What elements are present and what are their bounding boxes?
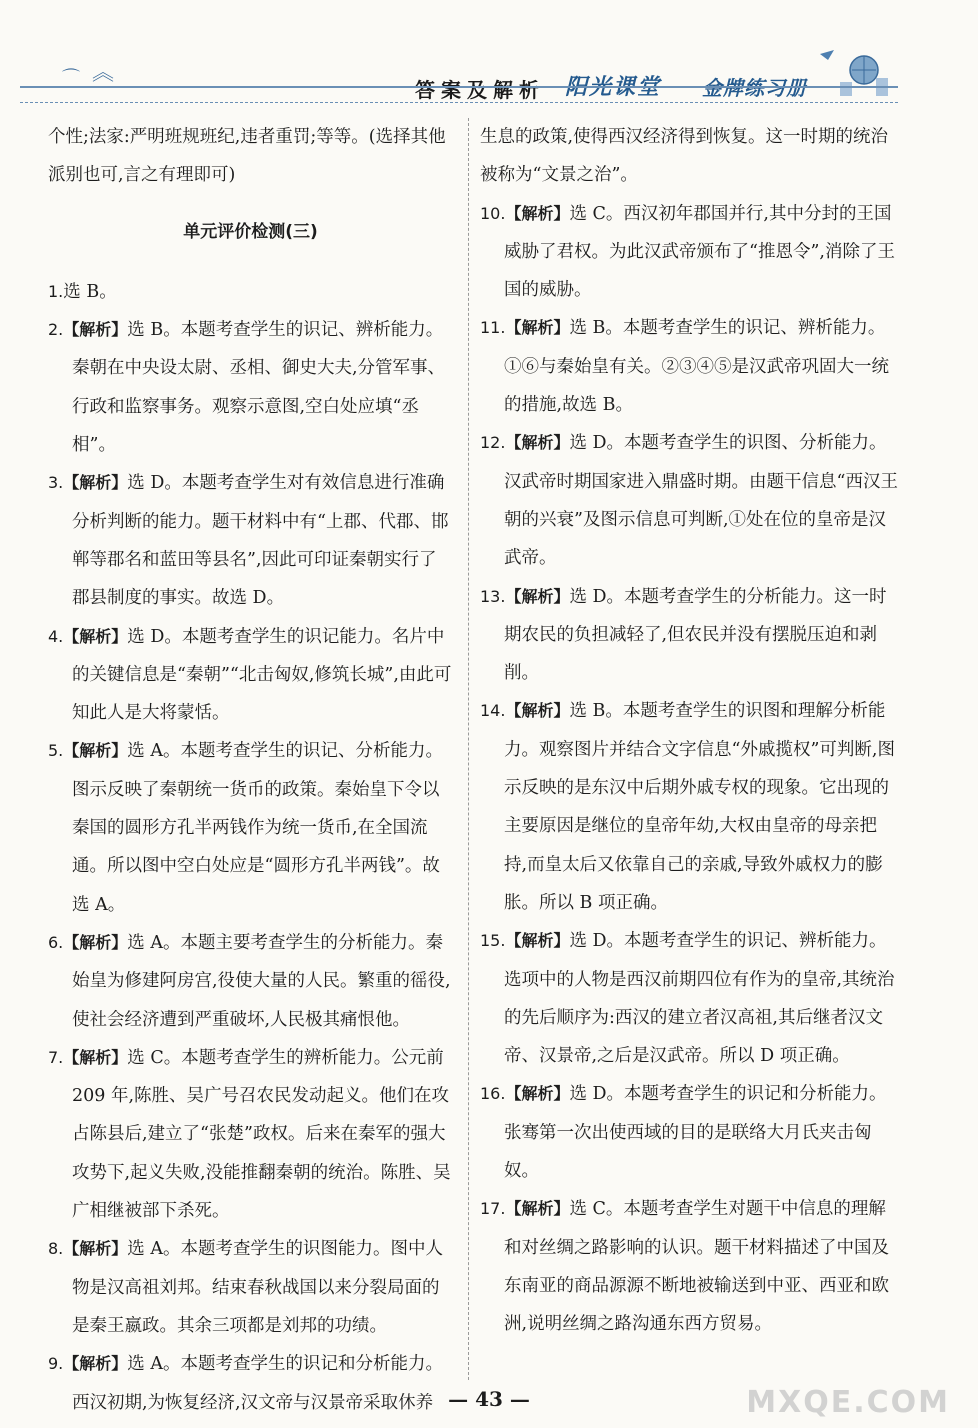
header-section-title: 答案及解析 xyxy=(415,78,545,102)
answer-item xyxy=(48,1039,453,1230)
answer-item xyxy=(48,273,453,311)
answer-item xyxy=(48,464,453,617)
continued-text: 生息的政策,使得西汉经济得到恢复。这一时期的统治被称为“文景之治”。 xyxy=(480,127,889,186)
answer-number: 5. xyxy=(48,741,64,761)
answer-item xyxy=(480,309,900,424)
analysis-tag: 【解析】 xyxy=(63,932,128,952)
answer-text: 选 D。本题考查学生的识图、分析能力。汉武帝时期国家进入鼎盛时期。由题干信息“西汉王朝的兴衰”及图示信息可判断,①处在位的皇帝是汉武帝。 xyxy=(504,433,898,569)
answer-item xyxy=(480,424,900,577)
answer-item xyxy=(48,732,453,923)
answer-item xyxy=(48,311,453,464)
right-column xyxy=(480,118,900,1344)
answer-item xyxy=(480,578,900,693)
answer-text: 选 A。本题考查学生的识记、分析能力。图示反映了秦朝统一货币的政策。秦始皇下令以秦国的圆形方孔半两钱作为统一货币,在全国流通。所以图中空白处应是“圆形方孔半两钱”。故选 A。 xyxy=(72,741,443,915)
answer-number: 3. xyxy=(48,473,64,493)
analysis-tag: 【解析】 xyxy=(505,433,570,453)
answer-number: 16. xyxy=(480,1084,506,1104)
answer-number: 17. xyxy=(480,1199,506,1219)
page-number: — 43 — xyxy=(448,1387,530,1411)
watermark: MXQE.COM xyxy=(746,1385,950,1420)
answer-number: 10. xyxy=(480,203,506,223)
answer-text: 选 C。本题考查学生对题干中信息的理解和对丝绸之路影响的认识。题干材料描述了中国及东南亚的商品源源不断地被输送到中亚、西亚和欧洲,说明丝绸之路沟通东西方贸易。 xyxy=(504,1199,889,1335)
analysis-tag: 【解析】 xyxy=(63,626,128,646)
analysis-tag: 【解析】 xyxy=(63,320,128,340)
answer-text: 选 D。本题考查学生的分析能力。这一时期农民的负担减轻了,但农民并没有摆脱压迫和剥削。 xyxy=(504,586,887,684)
analysis-tag: 【解析】 xyxy=(505,1199,570,1219)
answer-item xyxy=(480,1190,900,1343)
answer-text: 选 B。 xyxy=(63,281,117,302)
header-brand: 阳光课堂 xyxy=(565,74,662,100)
answer-item xyxy=(48,618,453,733)
answer-number: 12. xyxy=(480,433,506,453)
analysis-tag: 【解析】 xyxy=(505,203,570,223)
analysis-tag: 【解析】 xyxy=(505,701,570,721)
answer-number: 11. xyxy=(480,318,506,338)
answer-text: 选 B。本题考查学生的识记、辨析能力。秦朝在中央设太尉、丞相、御史大夫,分管军事、行政和监察事务。观察示意图,空白处应填“丞相”。 xyxy=(72,320,446,456)
analysis-tag: 【解析】 xyxy=(505,318,570,338)
answer-text: 选 B。本题考查学生的识图和理解分析能力。观察图片并结合文字信息“外戚揽权”可判断,图示反映的是东汉中后期外戚专权的现象。它出现的主要原因是继位的皇帝年幼,大权由皇帝的母亲把持,而皇太后又依靠自己的亲戚,导致外戚权力的膨胀。所以 B 项正确。 xyxy=(504,701,895,913)
section-title: 单元评价检测(三) xyxy=(183,221,318,242)
header-book-title: 金牌练习册 xyxy=(702,76,807,100)
analysis-tag: 【解析】 xyxy=(505,586,570,606)
answer-item xyxy=(480,692,900,922)
answer-text: 选 D。本题考查学生的识记能力。名片中的关键信息是“秦朝”“北击匈奴,修筑长城”,由此可知此人是大将蒙恬。 xyxy=(72,626,452,724)
answer-text: 选 A。本题主要考查学生的分析能力。秦始皇为修建阿房宫,役使大量的人民。繁重的徭役,使社会经济遭到严重破坏,人民极其痛恨他。 xyxy=(72,932,451,1030)
left-column xyxy=(48,118,453,1422)
column-divider xyxy=(468,118,469,1380)
answer-text: 选 A。本题考查学生的识图能力。图中人物是汉高祖刘邦。结束春秋战国以来分裂局面的是秦王嬴政。其余三项都是刘邦的功绩。 xyxy=(72,1239,443,1336)
answer-number: 2. xyxy=(48,320,64,340)
answer-item xyxy=(480,1075,900,1190)
answer-item xyxy=(48,1230,453,1345)
analysis-tag: 【解析】 xyxy=(63,1239,128,1259)
answer-number: 4. xyxy=(48,626,64,646)
answer-number: 6. xyxy=(48,932,64,952)
answer-text: 选 D。本题考查学生的识记、辨析能力。选项中的人物是西汉前期四位有作为的皇帝,其统治的先后顺序为:西汉的建立者汉高祖,其后继者汉文帝、汉景帝,之后是汉武帝。所以 D 项正确。 xyxy=(504,931,895,1067)
answer-number: 13. xyxy=(480,586,506,606)
bird-icon: ︽ xyxy=(92,61,115,86)
answer-number: 7. xyxy=(48,1047,64,1067)
analysis-tag: 【解析】 xyxy=(505,1084,570,1104)
answer-text: 选 A。本题考查学生的识记和分析能力。西汉初期,为恢复经济,汉文帝与汉景帝采取休养 xyxy=(72,1354,443,1413)
answer-number: 8. xyxy=(48,1239,64,1259)
header-rule xyxy=(20,86,898,103)
analysis-tag: 【解析】 xyxy=(63,1047,128,1067)
answer-number: 9. xyxy=(48,1354,64,1374)
answer-text: 选 C。本题考查学生的辨析能力。公元前 209 年,陈胜、吴广号召农民发动起义。他们在攻占陈县后,建立了“张楚”政权。后来在秦军的强大攻势下,起义失败,没能推翻秦朝的统治。陈胜、吴广相继被部下杀死。 xyxy=(72,1047,451,1222)
answer-item xyxy=(480,922,900,1075)
bird-icon: ⌒ xyxy=(62,68,80,89)
answer-text: 选 D。本题考查学生对有效信息进行准确分析判断的能力。题干材料中有“上郡、代郡、邯郸等郡名和蓝田等县名”,因此可印证秦朝实行了郡县制度的事实。故选 D。 xyxy=(72,473,449,609)
answer-item xyxy=(48,924,453,1039)
answer-text: 选 B。本题考查学生的识记、辨析能力。①⑥与秦始皇有关。②③④⑤是汉武帝巩固大一统的措施,故选 B。 xyxy=(504,318,889,416)
page-header xyxy=(20,48,898,104)
answer-text: 选 C。西汉初年郡国并行,其中分封的王国威胁了君权。为此汉武帝颁布了“推恩令”,消除了王国的威胁。 xyxy=(504,203,895,301)
answer-text: 选 D。本题考查学生的识记和分析能力。张骞第一次出使西域的目的是联络大月氏夹击匈奴。 xyxy=(504,1084,887,1182)
answer-item xyxy=(480,195,900,310)
analysis-tag: 【解析】 xyxy=(63,473,128,493)
analysis-tag: 【解析】 xyxy=(63,1354,128,1374)
answer-number: 1. xyxy=(48,281,64,301)
continued-text: 个性;法家:严明班规班纪,违者重罚;等等。(选择其他派别也可,言之有理即可) xyxy=(48,127,446,186)
analysis-tag: 【解析】 xyxy=(63,741,128,761)
answer-number: 15. xyxy=(480,931,506,951)
answer-number: 14. xyxy=(480,701,506,721)
analysis-tag: 【解析】 xyxy=(505,931,570,951)
